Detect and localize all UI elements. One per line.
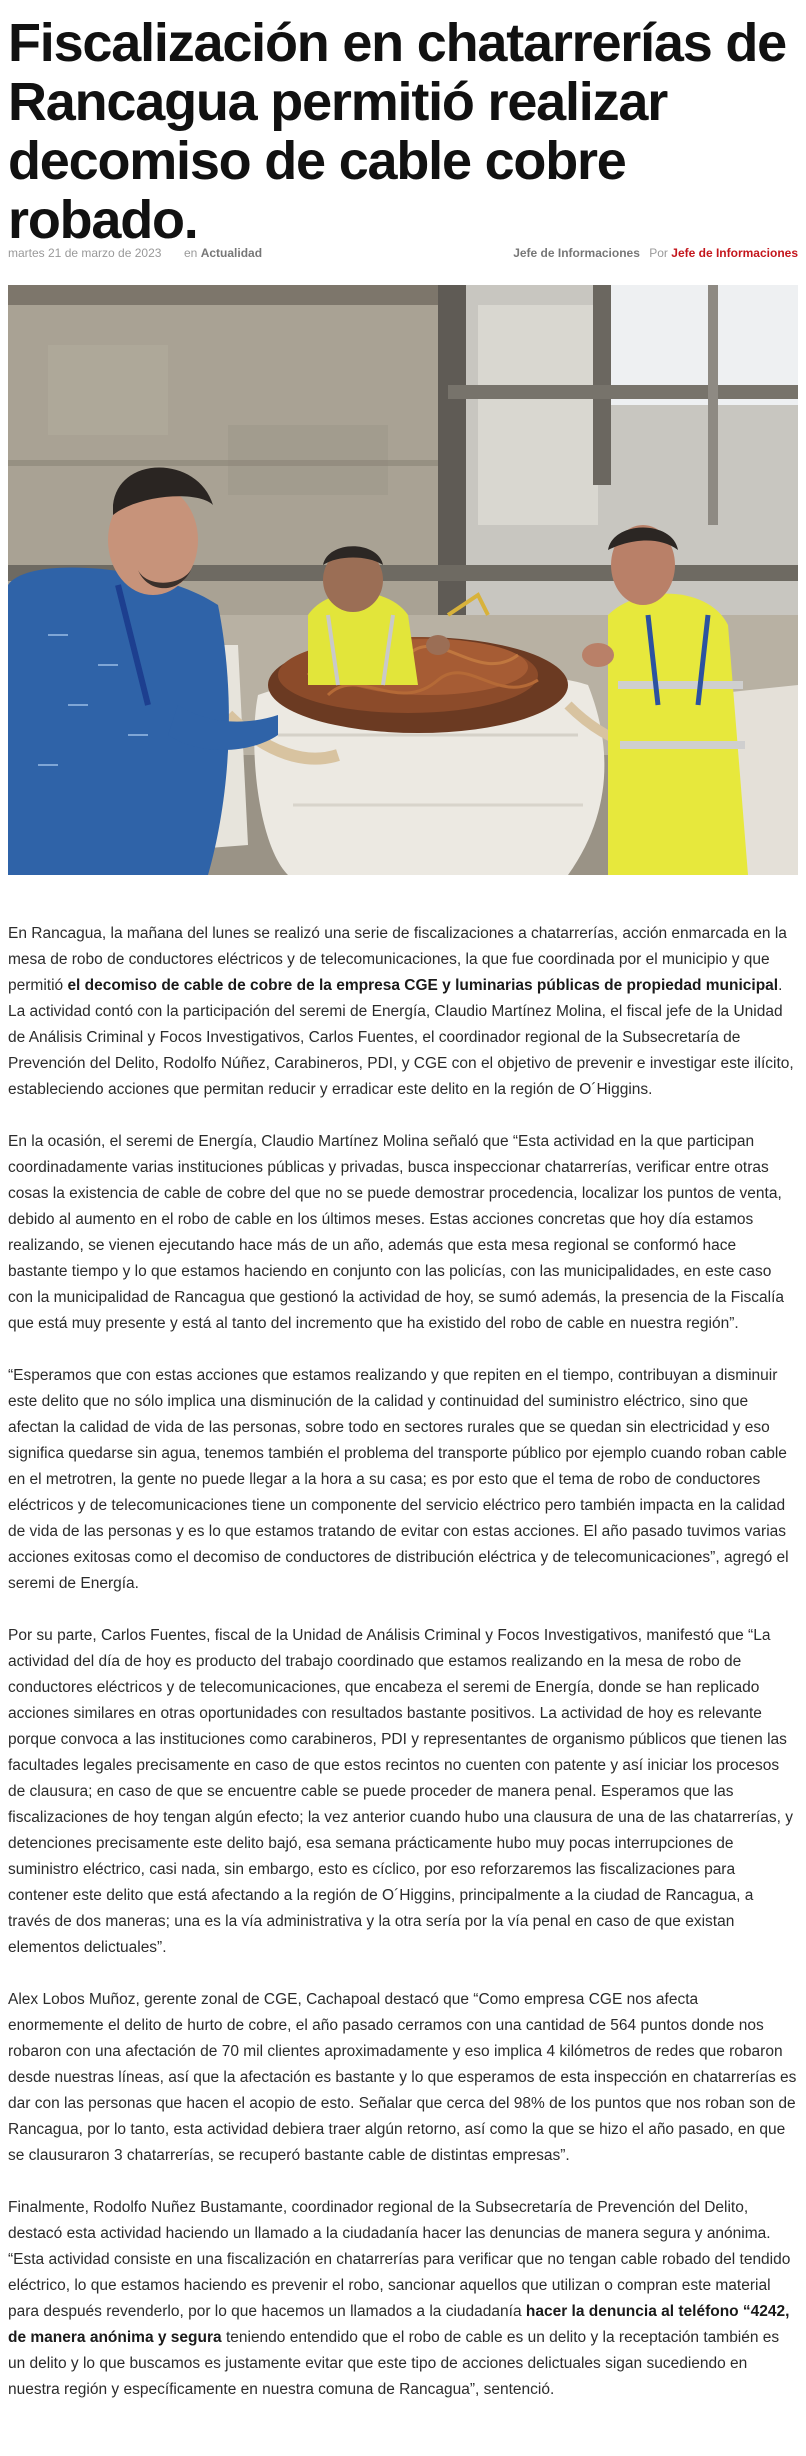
author-label[interactable]: Jefe de Informaciones	[513, 246, 640, 260]
photo-image	[8, 285, 798, 875]
author-link[interactable]: Jefe de Informaciones	[671, 246, 798, 260]
article-meta	[8, 244, 798, 262]
article-body	[8, 921, 798, 2429]
category-link[interactable]: Actualidad	[200, 246, 263, 260]
author-line	[513, 244, 798, 262]
paragraph-1	[8, 921, 798, 1103]
paragraph-5: Alex Lobos Muñoz, gerente zonal de CGE, Cachapoal destacó que “Como empresa CGE nos afecta enormemente el delito de hurto de cobre, el año pasado cerramos con una cantidad de 564 puntos donde nos robaron con una afectación de 70 mil clientes aproximadamente y eso implica 4 kilómetros de redes que robaron desde nuestras líneas, así que la afectación es bastante y lo que esperamos de esta inspección en chatarrerías es dar con las personas que hacen el acopio de esto. Señalar que cerca del 98% de los puntos que nos roban son de Rancagua, por lo tanto, esta actividad debiera traer algún retorno, así como la que se hizo el año pasado, en que se clausuraron 3 chatarrerías, se recuperó bastante cable de distintas empresas”.	[8, 1991, 797, 2164]
article-title: Fiscalización en chatarrerías de Rancagua permitió realizar decomiso de cable cobre robado.	[8, 13, 786, 250]
by-label: Por	[649, 246, 668, 260]
paragraph-2: En la ocasión, el seremi de Energía, Claudio Martínez Molina señaló que “Esta actividad en la que participan coordinadamente varias instituciones públicas y privadas, busca inspeccionar chatarrerías, verificar entre otras cosas la existencia de cable de cobre del que no se puede demostrar procedencia, localizar los puntos de venta, debido al aumento en el robo de cable en los últimos meses. Estas acciones concretas que hoy día estamos realizando, se vienen ejecutando hace más de un año, además que esta mesa regional se conformó hace bastante tiempo y lo que estamos haciendo en conjunto con las policías, con las municipalidades, en este caso con la municipalidad de Rancagua que gestionó la actividad de hoy, se sumó además, la presencia de la Fiscalía que está muy presente y está al tanto del incremento que ha existido del robo de cable en nuestra región”.	[8, 1133, 785, 1332]
article-photo	[8, 285, 798, 875]
publish-date: martes 21 de marzo de 2023	[8, 246, 162, 260]
paragraph-6	[8, 2195, 798, 2403]
paragraph-1-bold: el decomiso de cable de cobre de la empresa CGE y luminarias públicas de propiedad municipal	[67, 977, 779, 994]
paragraph-1-text: En Rancagua, la mañana del lunes se realizó una serie de fiscalizaciones a chatarrerías, acción enmarcada en la mesa de robo de conductores eléctricos y de telecomunicaciones, la que fue coordinada por el municipio y que permitió	[8, 925, 787, 994]
category-prefix: en	[184, 246, 198, 260]
category-line	[184, 244, 262, 262]
paragraph-4: Por su parte, Carlos Fuentes, fiscal de la Unidad de Análisis Criminal y Focos Investigativos, manifestó que “La actividad del día de hoy es producto del trabajo coordinado que estamos realizando en la mesa de robo de conductores eléctricos y de telecomunicaciones, que encabeza el seremi de Energía, donde se han replicado acciones similares en otras oportunidades con resultados bastante positivos. La actividad de hoy es relevante porque convoca a las instituciones como carabineros, PDI y representantes de organismo públicos que tienen las facultades legales precisamente en caso de que estos recintos no cuenten con patente y así iniciar los procesos de clausura; en caso de que se encuentre cable se puede proceder de manera penal. Esperamos que las fiscalizaciones de hoy tengan algún efecto; la vez anterior cuando hubo una clausura de una de las chatarrerías, y detenciones precisamente este delito bajó, esa semana prácticamente hubo muy pocas interrupciones de suministro eléctrico, casi nada, sin embargo, esto es cíclico, por eso reforzaremos las fiscalizaciones para contener este delito que está afectando a la región de O´Higgins, principalmente a la ciudad de Rancagua, a través de dos maneras; una es la vía administrativa y la otra sería por la vía penal en caso de que existan elementos delictuales”.	[8, 1627, 793, 1956]
paragraph-3: “Esperamos que con estas acciones que estamos realizando y que repiten en el tiempo, contribuyan a disminuir este delito que no sólo implica una disminución de la calidad y continuidad del suministro eléctrico, sino que afectan la calidad de vida de las personas, sobre todo en sectores rurales que se quedan sin electricidad y eso significa quedarse sin agua, tenemos también el problema del transporte público por ejemplo cuando roban cable en el metrotren, la gente no puede llegar a la hora a su casa; es por esto que el tema de robo de conductores eléctricos y de telecomunicaciones tiene un componente del servicio eléctrico pero también impacta en la calidad de vida de las personas y es lo que estamos tratando de evitar con estas acciones. El año pasado tuvimos varias acciones exitosas como el decomiso de conductores de distribución eléctrica y de telecomunicaciones”, agregó el seremi de Energía.	[8, 1367, 789, 1592]
paragraph-1-text-end: . La actividad contó con la participación del seremi de Energía, Claudio Martínez Molina, el fiscal jefe de la Unidad de Análisis Criminal y Focos Investigativos, Carlos Fuentes, el coordinador regional de la Subsecretaría de Prevención del Delito, Rodolfo Núñez, Carabineros, PDI, y CGE con el objetivo de prevenir e investigar este ilícito, estableciendo acciones que permitan reducir y erradicar este delito en la región de O´Higgins.	[8, 977, 794, 1098]
paragraph-6-bold: hacer la denuncia al teléfono “4242, de manera anónima y segura	[8, 2303, 790, 2346]
paragraph-6-text: Finalmente, Rodolfo Nuñez Bustamante, coordinador regional de la Subsecretaría de Prevención del Delito, destacó esta actividad haciendo un llamado a la ciudadanía hacer las denuncias de manera segura y anónima. “Esta actividad consiste en una fiscalización en chatarrerías para verificar que no tengan cable robado del tendido eléctrico, lo que estamos haciendo es prevenir el robo, sancionar aquellos que utilizan o compran este material para después revenderlo, por lo que hacemos un llamados a la ciudadanía	[8, 2199, 791, 2320]
paragraph-6-text-end: teniendo entendido que el robo de cable es un delito y la receptación también es un delito y lo que buscamos es justamente evitar que este tipo de acciones delictuales sigan sucediendo en nuestra región y específicamente en nuestra comuna de Rancagua”, sentenció.	[8, 2329, 780, 2398]
